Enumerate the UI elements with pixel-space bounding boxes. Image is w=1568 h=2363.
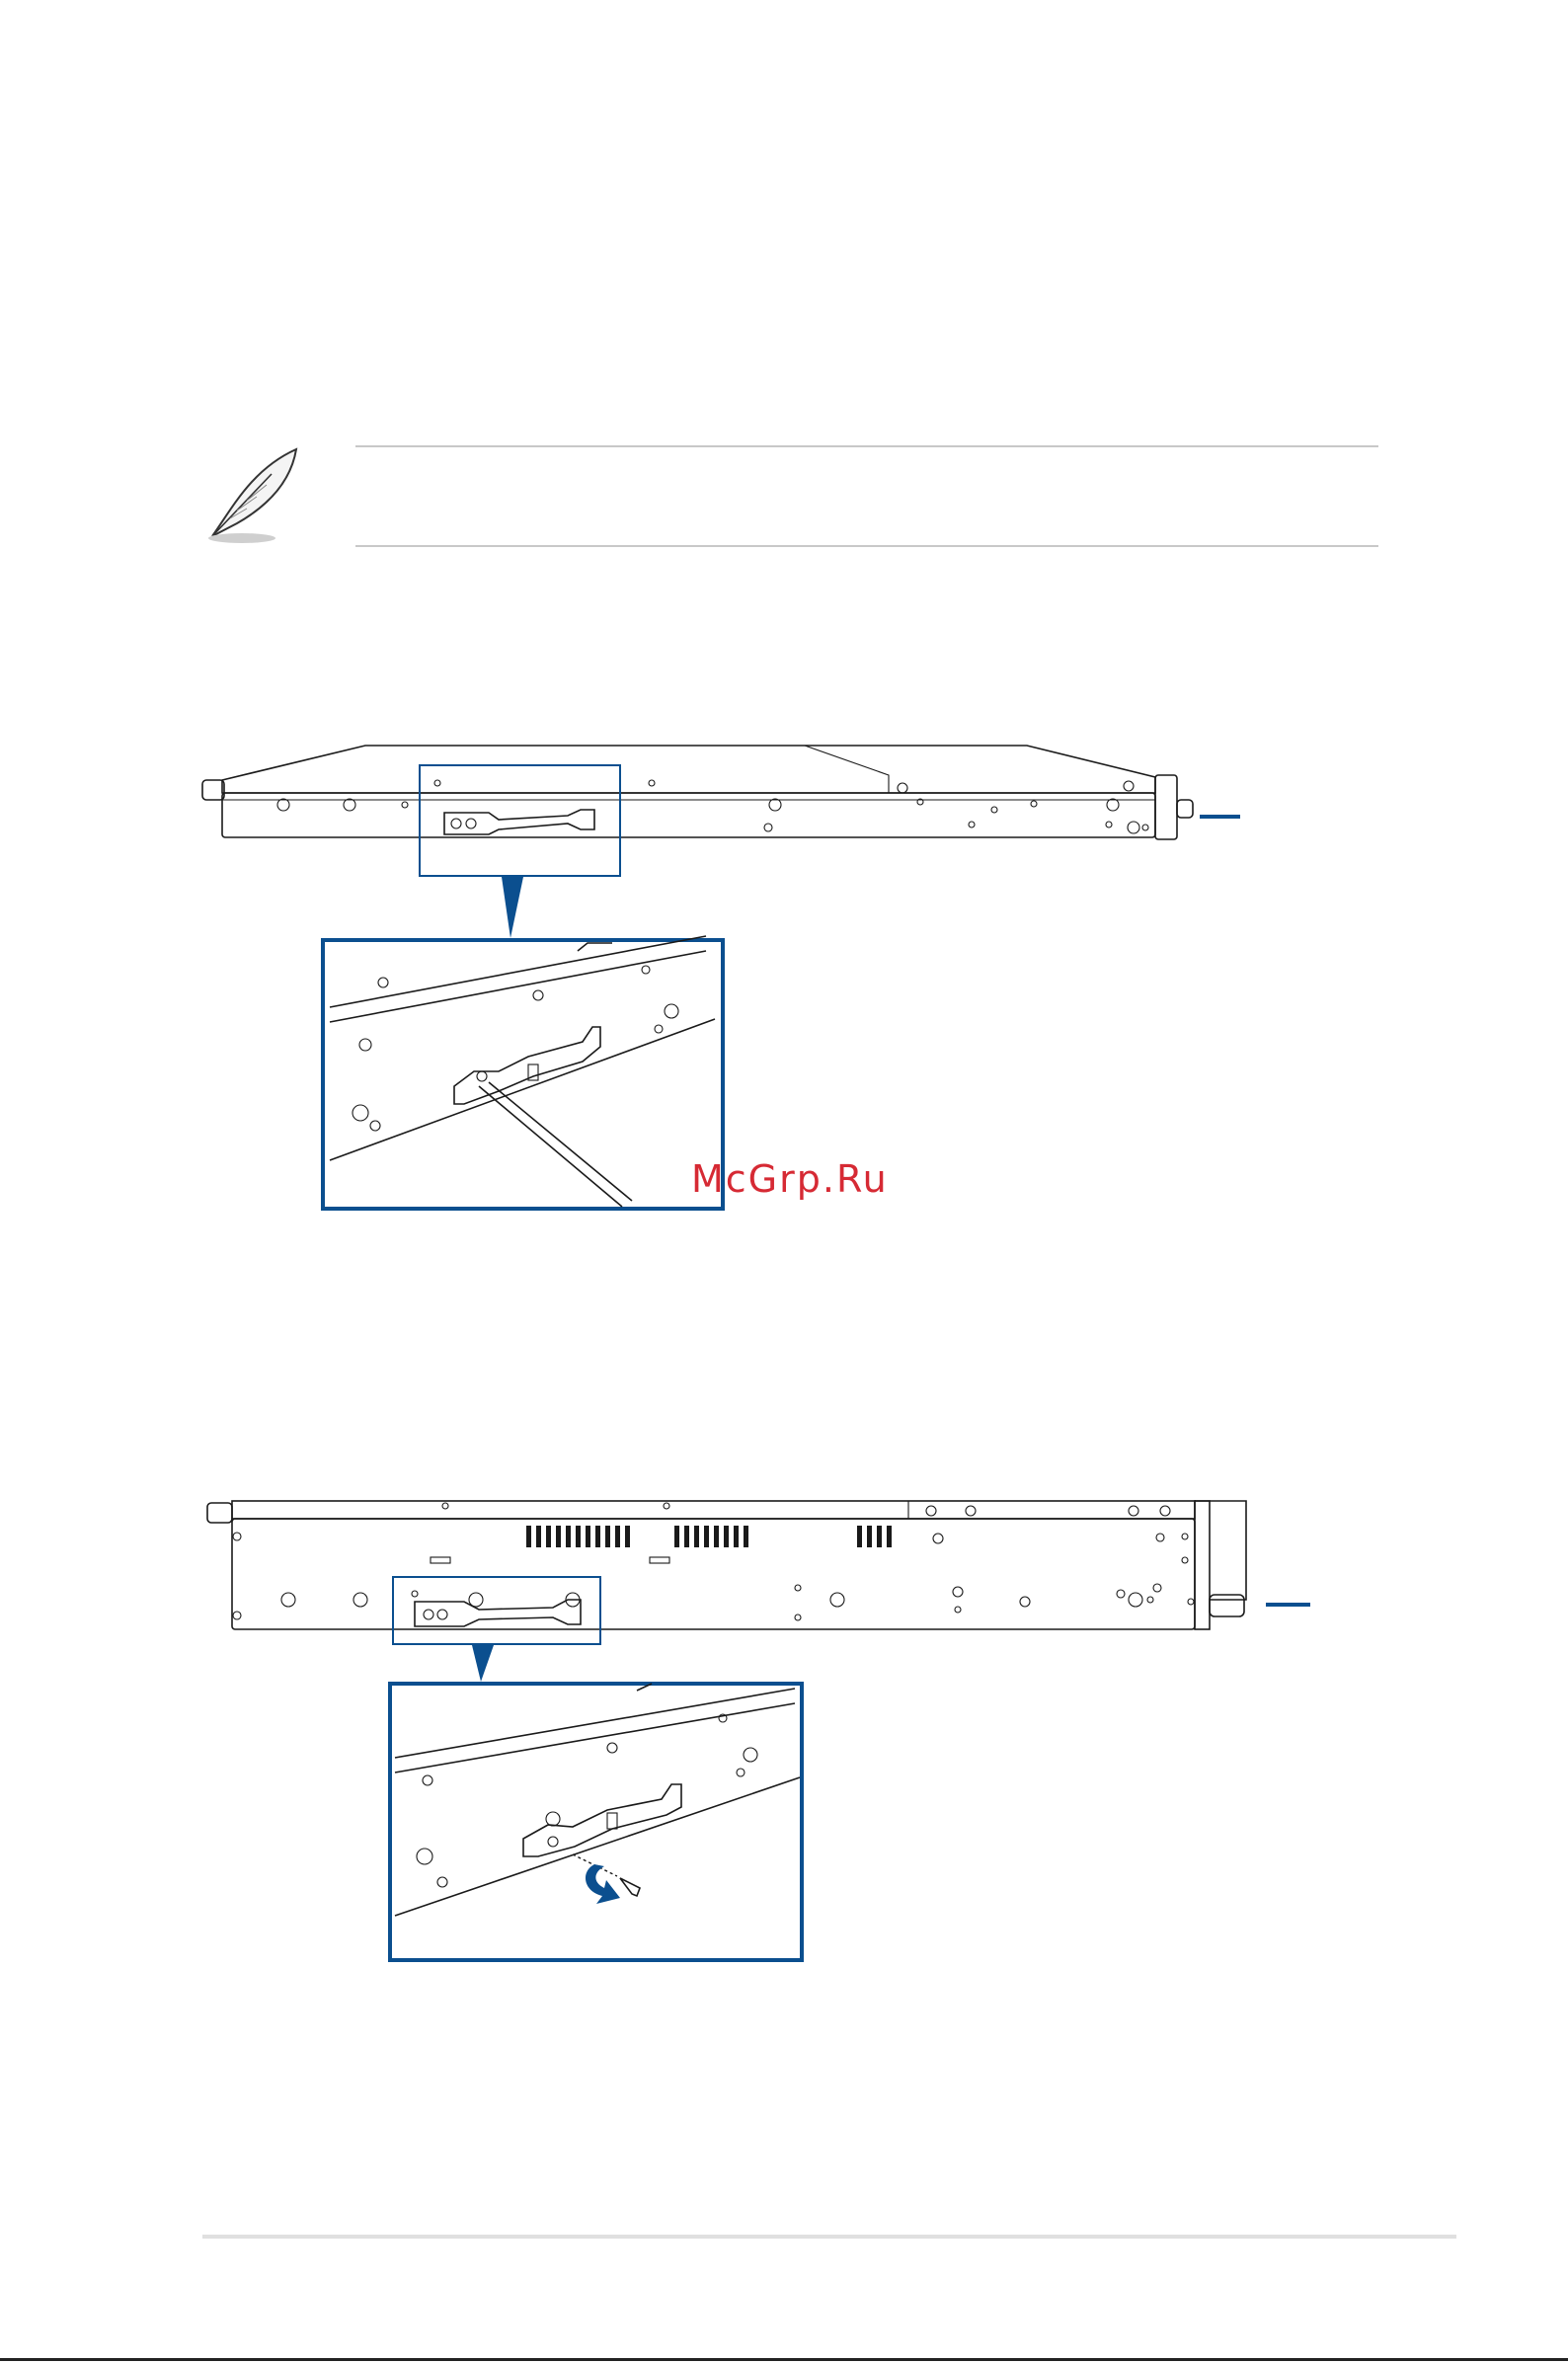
zoom-panel-2 [390,1684,802,1960]
rotate-clockwise-icon [586,1864,620,1904]
watermark-text: McGrp.Ru [691,1157,889,1201]
footer-rule [202,2235,1456,2239]
bottom-edge-line [0,2358,1568,2361]
callout-box-2 [393,1577,600,1644]
callout-arrow-2 [472,1645,494,1682]
